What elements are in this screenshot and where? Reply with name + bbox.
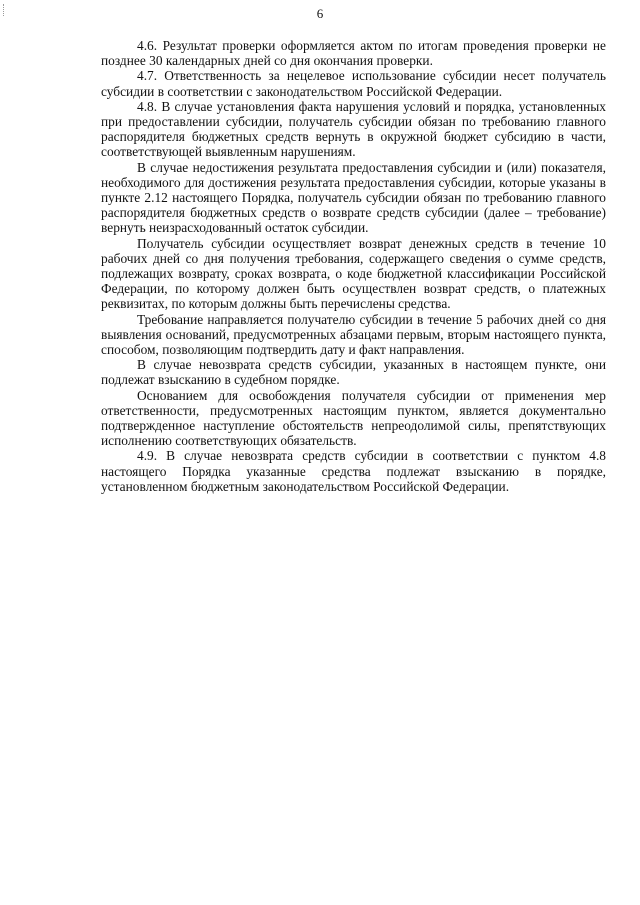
paragraph-4-8-refund-terms: Получатель субсидии осуществляет возврат денежных средств в течение 10 рабочих дней со дня получения требования, содержащего сведения о сумме средств, подлежащих возврату, сроках возврата, о коде бюджетной классификации Российской Федерации, по которому должен быть осуществлен возврат средств, о платежных реквизитах, по которым должны быть перечислены средства. — [101, 235, 606, 312]
paragraph-4-8-court-recovery: В случае невозврата средств субсидии, указанных в настоящем пункте, они подлежат взысканию в судебном порядке. — [101, 357, 606, 388]
paragraph-4-8-result-shortfall: В случае недостижения результата предоставления субсидии и (или) показателя, необходимого для достижения результата предоставления субсидии, которые указаны в пункте 2.12 настоящего Порядка, получатель субсидии обязан по требованию главного распорядителя бюджетных средств о возврате средств субсидии (далее – требование) вернуть неизрасходованный остаток субсидии. — [101, 159, 606, 236]
page-number: 6 — [316, 6, 324, 21]
paragraph-4-8-demand-sending: Требование направляется получателю субсидии в течение 5 рабочих дней со дня выявления оснований, предусмотренных абзацами первым, вторым настоящего пункта, способом, позволяющим подтвердить дату и факт направления. — [101, 311, 606, 358]
paragraph-4-9: 4.9. В случае невозврата средств субсидии в соответствии с пунктом 4.8 настоящего Порядка указанные средства подлежат взысканию в порядке, установленном бюджетным законодательством Российской Федерации. — [101, 448, 606, 494]
paragraph-4-6: 4.6. Результат проверки оформляется актом по итогам проведения проверки не позднее 30 календарных дней со дня окончания проверки. — [101, 38, 606, 69]
document-body — [101, 38, 606, 494]
paragraph-4-8-force-majeure: Основанием для освобождения получателя субсидии от применения мер ответственности, предусмотренных настоящим пунктом, является документально подтвержденное наступление обстоятельств непреодолимой силы, препятствующих исполнению соответствующих обязательств. — [101, 387, 606, 449]
paragraph-4-8: 4.8. В случае установления факта нарушения условий и порядка, установленных при предоставлении субсидии, получатель субсидии обязан по требованию главного распорядителя бюджетных средств вернуть в окружной бюджет субсидию в части, соответствующей выявленным нарушениям. — [101, 98, 606, 160]
paragraph-4-7: 4.7. Ответственность за нецелевое использование субсидии несет получатель субсидии в соответствии с законодательством Российской Федерации. — [101, 68, 606, 99]
